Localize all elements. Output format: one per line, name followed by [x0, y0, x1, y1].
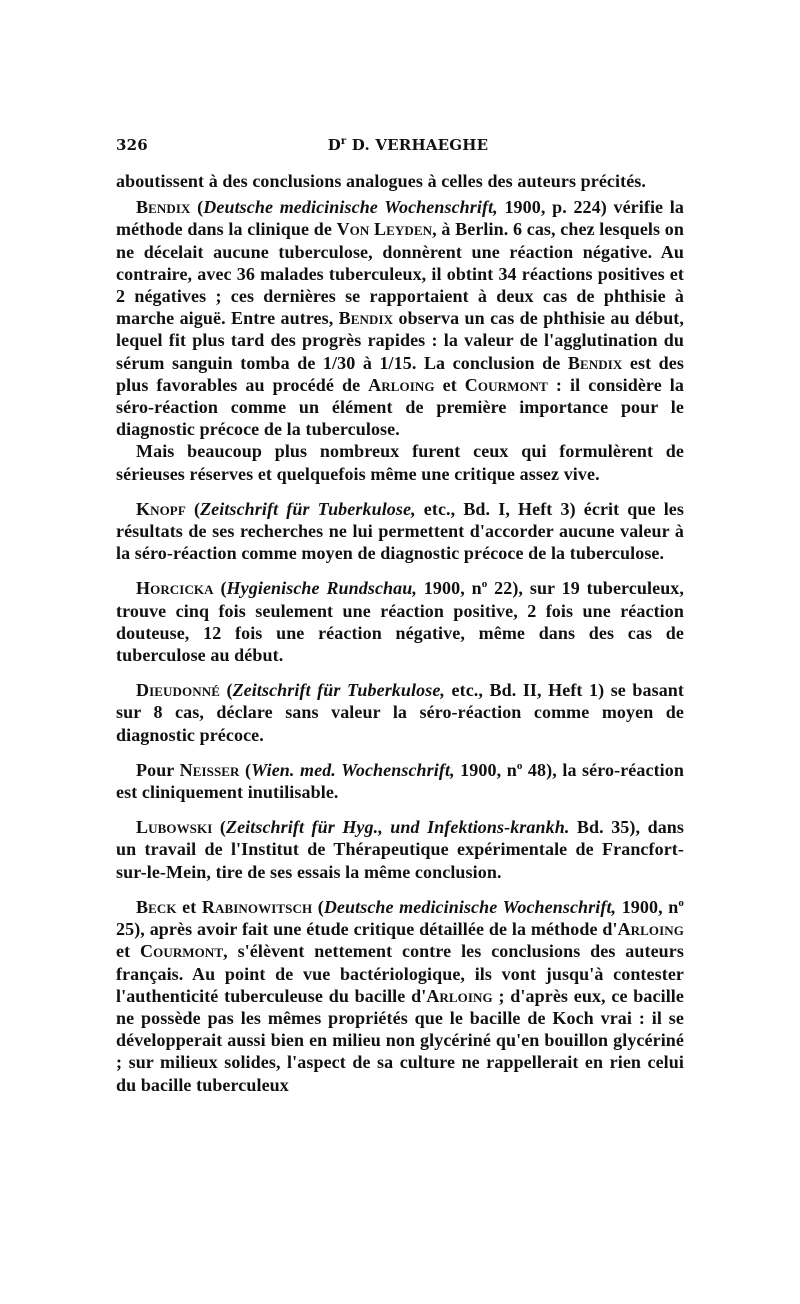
conjunction: et — [176, 896, 202, 917]
paragraph-4-text: etc., Bd. I, Heft 3) écrit que les résultats de ses recherches ne lui permettent d'accorder aucune valeur à la séro-réaction comme moyen de diagnostic précoce de la tuberculose. — [116, 498, 684, 564]
author-name-courmont: Courmont — [140, 941, 224, 962]
paragraph-6-text: etc., Bd. II, Heft 1) se basant sur 8 cas, déclare sans valeur la séro-réaction comme moyen de diagnostic précoce. — [116, 680, 685, 745]
numero-superscript: o — [481, 578, 488, 591]
author-name-horcicka: Horcicka — [136, 578, 214, 599]
paragraph-5-text: 22), sur 19 tuberculeux, trouve cinq fois seulement une réaction positive, 2 fois une réaction douteuse, 12 fois une réaction négative, même dans des cas de tuberculose au début. — [116, 578, 684, 666]
journal-title: Deutsche medicinische Wochenschrift, — [323, 896, 617, 917]
author-name-arloing: Arloing — [368, 374, 435, 395]
paragraph-2 — [116, 196, 684, 440]
paragraph-6 — [116, 679, 684, 746]
paragraph-8 — [116, 816, 684, 883]
journal-title: Zeitschrift für Hyg., und Infektions-krankh. — [225, 817, 570, 838]
author-name-arloing: Arloing — [426, 985, 493, 1006]
author-name-dieudonne: Dieudonné — [136, 680, 220, 701]
paragraph-7 — [116, 759, 684, 803]
author-name-bendix: Bendix — [567, 352, 623, 373]
reference-text: 1900, n — [616, 896, 679, 917]
paragraph-2-text-e: : il considère la séro-réaction comme un élément de première importance pour le diagnostic précoce de la tuberculose. — [116, 374, 684, 440]
author-name-arloing: Arloing — [617, 919, 684, 940]
paragraph-7-lead: Pour — [136, 759, 180, 780]
author-name: D. VERHAEGHE — [346, 136, 489, 154]
paragraph-9-text-b: et — [116, 941, 141, 962]
paragraph-2-text-d: et — [434, 374, 465, 395]
numero-superscript: o — [516, 759, 523, 772]
journal-title: Zeitschrift für Tuberkulose, — [200, 498, 416, 519]
reference-text: 1900, p. 224) vérifie la méthode dans la clinique de — [116, 197, 684, 240]
journal-title: Wien. med. Wochenschrift, — [251, 759, 455, 780]
open-paren: ( — [190, 197, 204, 218]
open-paren: ( — [185, 498, 201, 519]
paragraph-2-text-b: observa un cas de phthisie au début, lequel fit plus tard des progrès rapides : la valeur de l'agglutination du sérum sanguin tomba de 1/30 à 1/15. La conclusion de — [116, 308, 684, 373]
author-name-bendix: Bendix — [338, 308, 394, 329]
open-paren: ( — [219, 680, 233, 701]
paragraph-3 — [116, 440, 684, 484]
author-name-bendix: Bendix — [136, 197, 191, 218]
paragraph-9-text-a: 25), après avoir fait une étude critique détaillée de la méthode d' — [116, 919, 618, 940]
paragraph-1 — [116, 170, 684, 192]
paragraph-8-text: Bd. 35), dans un travail de l'Institut de Thérapeutique expérimentale de Francfort-sur-le-Mein, tire de ses essais la même conclusion. — [116, 817, 685, 882]
paragraph-9 — [116, 896, 684, 1096]
open-paren: ( — [212, 817, 226, 838]
running-title — [316, 136, 500, 154]
numero-superscript: o — [678, 896, 684, 909]
open-paren: ( — [312, 896, 324, 917]
paragraph-4 — [116, 498, 684, 565]
page-number: 326 — [116, 136, 148, 154]
body-text — [116, 170, 684, 1096]
journal-title: Zeitschrift für Tuberkulose, — [232, 680, 446, 701]
open-paren: ( — [213, 578, 227, 599]
paragraph-1-text: aboutissent à des conclusions analogues à celles des auteurs précités. — [116, 171, 647, 191]
running-header — [116, 136, 684, 158]
open-paren: ( — [239, 759, 252, 780]
journal-title: Hygienische Rundschau, — [226, 578, 417, 599]
paragraph-9-text-d: ; d'après eux, ce bacille ne possède pas les mêmes propriétés que le bacille de Koch vrai : il se développerait aussi bien en milieu non glycériné qu'en bouillon glycériné ; sur milieux solides, l'aspect de sa culture ne rappellerait en rien celui du bacille tuberculeux — [116, 985, 684, 1095]
author-name-leyden: Von Leyden — [336, 219, 433, 240]
author-name-neisser: Neisser — [179, 759, 240, 780]
author-prefix: D — [327, 136, 341, 154]
reference-text: 1900, n — [454, 759, 517, 780]
author-name-beck: Beck — [136, 896, 177, 917]
paragraph-5 — [116, 577, 684, 666]
author-name-rabinowitsch: Rabinowitsch — [201, 896, 313, 917]
author-name-knopf: Knopf — [136, 498, 186, 519]
author-superscript: r — [340, 136, 347, 147]
author-name-lubowski: Lubowski — [136, 817, 213, 838]
paragraph-3-text: Mais beaucoup plus nombreux furent ceux qui formulèrent de sérieuses réserves et quelquefois même une critique assez vive. — [116, 441, 684, 484]
paragraph-9-text-c: , s'élèvent nettement contre les conclusions des auteurs français. Au point de vue bactériologique, ils vont jusqu'à contester l'authenticité tuberculeuse du bacille d' — [116, 941, 684, 1006]
reference-text: 1900, n — [416, 578, 482, 599]
author-name-courmont: Courmont — [464, 374, 548, 395]
paragraph-2-text-a: , à Berlin. 6 cas, chez lesquels on ne décelait aucune tuberculose, donnèrent une réaction négative. Au contraire, avec 36 malades tuberculeux, il obtint 34 réactions positives et 2 négatives ; ces dernières se rapportaient à deux cas de phthisie à marche aiguë. Entre autres, — [116, 219, 684, 329]
paragraph-7-text: 48), la séro-réaction est cliniquement inutilisable. — [116, 759, 684, 803]
paragraph-2-text-c: est des plus favorables au procédé de — [116, 352, 684, 395]
journal-title: Deutsche medicinische Wochenschrift, — [203, 197, 498, 218]
